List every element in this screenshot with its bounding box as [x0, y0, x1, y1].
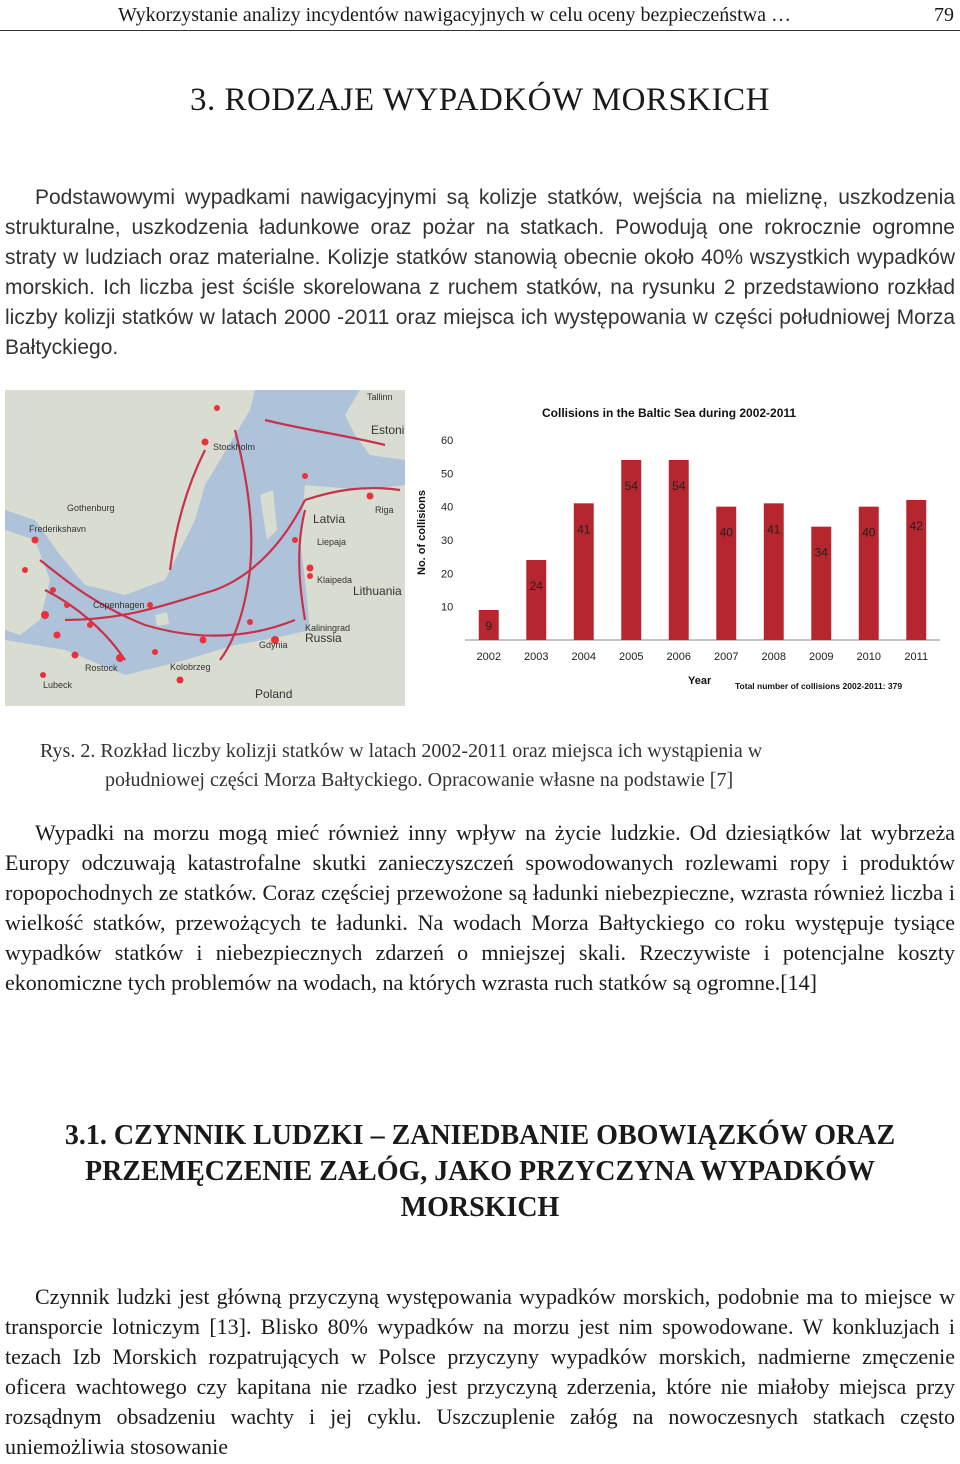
label-gothenburg: Gothenburg	[67, 503, 115, 513]
label-gdynia: Gdynia	[259, 640, 288, 650]
x-tick-label-2006: 2006	[666, 651, 691, 663]
label-klaipeda: Klaipeda	[317, 575, 353, 585]
caption-line-1: Rys. 2. Rozkład liczby kolizji statków w latach 2002-2011 oraz miejsca ich wystąpienia w	[40, 740, 763, 762]
x-tick-label-2007: 2007	[714, 651, 739, 663]
label-tallinn: Tallinn	[367, 392, 393, 402]
data-label-2004: 41	[577, 522, 591, 537]
data-label-2005: 54	[624, 479, 638, 493]
paragraph-3: Czynnik ludzki jest główną przyczyną występowania wypadków morskich, podobnie ma to miejsce w transporcie lotniczym [13]. Blisko 80% wypadków na morzu jest nim spowodowane. W konkluzjach i tezach Izb Morskich rozpatrujących w Polsce przyczyny wypadków morskich, nadmierne zmęczenie oficera wachtowego czy kapitana nie rzadko jest przyczyną zderzenia, które nie miałoby miejsca przy rozsądnym obsadzeniu wachty i jej cyklu. Uszczuplenie załóg na nowoczesnych statkach często uniemożliwia stosowanie	[5, 1284, 955, 1459]
x-tick-label-2009: 2009	[809, 651, 834, 663]
subsection-title-line-1: 3.1. CZYNNIK LUDZKI – ZANIEDBANIE OBOWIĄZKÓW ORAZ	[64, 1120, 896, 1151]
label-copenhagen: Copenhagen	[93, 600, 145, 610]
header-title: Wykorzystanie analizy incydentów nawigacyjnych w celu oceny bezpieczeństwa …	[118, 4, 791, 26]
label-russia: Russia	[305, 631, 342, 645]
label-kaliningrad: Kaliningrad	[305, 623, 351, 633]
y-tick-label: 30	[441, 535, 454, 547]
subsection-title	[0, 1118, 960, 1226]
x-tick-label-2003: 2003	[524, 651, 549, 663]
label-poland: Poland	[255, 687, 293, 701]
x-tick-label-2005: 2005	[619, 651, 644, 663]
bar-2009	[811, 527, 831, 640]
label-estonia: Estoni	[371, 423, 405, 437]
collisions-bar-chart	[405, 390, 960, 706]
label-riga: Riga	[375, 505, 394, 515]
x-tick-label-2008: 2008	[761, 651, 786, 663]
label-kolobrzeg: Kolobrzeg	[170, 662, 211, 672]
label-frederikshavn: Frederikshavn	[29, 524, 87, 534]
x-tick-label-2010: 2010	[856, 651, 881, 663]
y-tick-label: 60	[441, 435, 454, 447]
data-label-2003: 24	[529, 579, 543, 593]
paragraph-2: Wypadki na morzu mogą mieć również inny wpływ na życie ludzkie. Od dziesiątków lat wybrzeża Europy odczuwają katastrofalne skutki zanieczyszczeń spowodowanych rozlewami ropy i produktów ropopochodnych ze statków. Coraz częściej przewożone są ładunki niebezpieczne, wzrasta również liczba i wielkość statków, przewożących te ładunki. Na wodach Morza Bałtyckiego co roku występuje tysiące wypadków statków i niebezpiecznych zdarzeń o mniejszej skali. Rzeczywiste i potencjalne koszty ekonomiczne tych problemów na wodach, na których wzrasta ruch statków są ogromne.[14]	[5, 820, 955, 995]
y-tick-label: 20	[441, 568, 454, 581]
data-label-2008: 41	[767, 522, 781, 537]
chart-title: Collisions in the Baltic Sea during 2002-2011	[542, 406, 797, 420]
label-rostock: Rostock	[85, 663, 118, 673]
y-tick-label: 10	[441, 601, 454, 614]
x-tick-label-2002: 2002	[476, 651, 501, 663]
data-label-2010: 40	[862, 525, 876, 540]
bar-2003	[526, 560, 546, 640]
label-latvia: Latvia	[313, 512, 346, 526]
data-label-2002: 9	[485, 619, 493, 633]
data-label-2011: 42	[909, 519, 923, 533]
figure-2	[5, 390, 955, 710]
y-tick-label: 40	[441, 501, 454, 514]
subsection-title-line-2: PRZEMĘCZENIE ZAŁÓG, JAKO PRZYCZYNA WYPADKÓW	[84, 1156, 876, 1187]
subsection-title-line-3: MORSKICH	[400, 1192, 560, 1223]
x-tick-label-2011: 2011	[904, 651, 929, 663]
label-stockholm: Stockholm	[213, 442, 256, 452]
y-tick-label: 50	[441, 468, 454, 481]
label-lubeck: Lubeck	[43, 680, 73, 690]
page-number: 79	[934, 4, 954, 26]
chart-total-note: Total number of collisions 2002-2011: 379	[735, 681, 903, 691]
data-label-2007: 40	[719, 525, 733, 540]
chart-bars	[479, 460, 926, 640]
label-liepaja: Liepaja	[317, 537, 347, 547]
header-rule	[0, 30, 960, 31]
data-label-2009: 34	[814, 545, 828, 560]
data-label-2006: 54	[672, 479, 686, 493]
figure-caption	[40, 737, 940, 795]
caption-line-2: południowej części Morza Bałtyckiego. Opracowanie własne na podstawie [7]	[105, 769, 734, 791]
section-title: 3. RODZAJE WYPADKÓW MORSKICH	[190, 82, 770, 118]
baltic-map	[5, 390, 405, 706]
running-header	[0, 0, 960, 40]
label-lithuania: Lithuania	[353, 584, 402, 598]
paragraph-1: Podstawowymi wypadkami nawigacyjnymi są kolizje statków, wejścia na mieliznę, uszkodzenia strukturalne, uszkodzenia ładunkowe oraz pożar na statkach. Powodują one rokrocznie ogromne straty w ludziach oraz materialne. Kolizje statków stanowią obecnie około 40% wszystkich wypadków morskich. Ich liczba jest ściśle skorelowana z ruchem statków, na rysunku 2 przedstawiono rozkład liczby kolizji statków w latach 2000 -2011 oraz miejsca ich występowania w części południowej Morza Bałtyckiego.	[5, 186, 955, 359]
chart-x-axis-label: Year	[688, 675, 712, 687]
chart-y-axis-label: No. of collisions	[416, 490, 428, 575]
x-tick-label-2004: 2004	[571, 651, 596, 663]
